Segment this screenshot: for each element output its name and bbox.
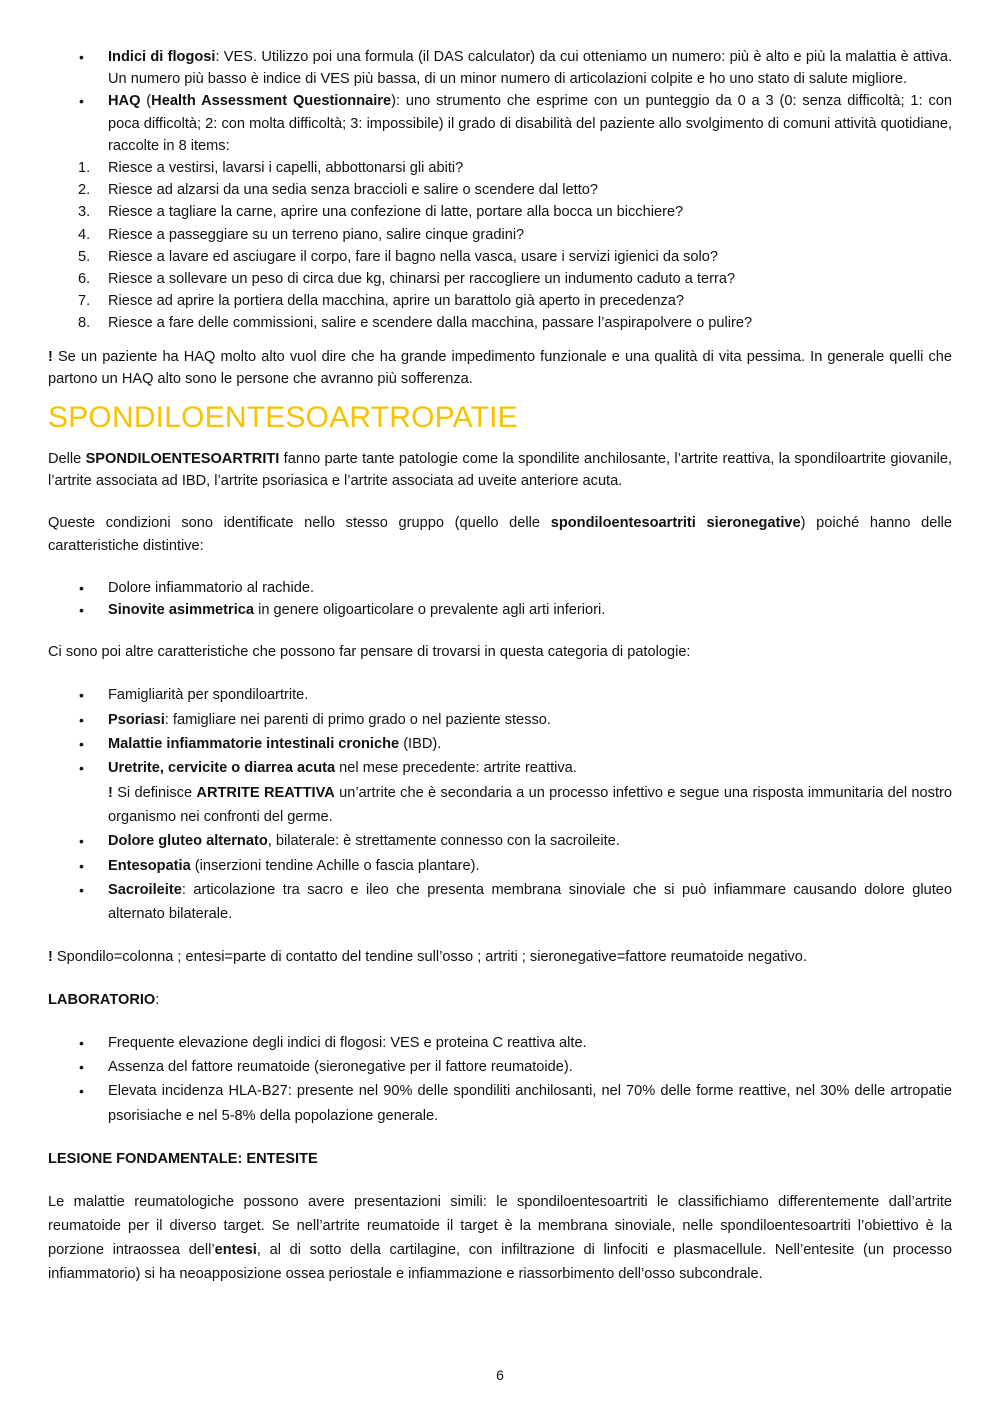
list-item-term: Sinovite asimmetrica	[108, 602, 255, 619]
list-item	[78, 268, 952, 290]
list-item	[108, 1079, 952, 1128]
list-item	[78, 157, 952, 179]
page-number: 6	[496, 1367, 504, 1383]
list-item-text: Riesce a lavare ed asciugare il corpo, fare il bagno nella vasca, usare i servizi igienici da solo?	[108, 248, 719, 265]
etymology-note	[48, 946, 952, 968]
list-item-text: (inserzioni tendine Achille o fascia plantare).	[190, 857, 480, 874]
paragraph-text: , al di sotto della cartilagine, con infiltrazione di linfociti e plasmacellule. Nell’entesite (un processo infiammatorio) si ha neoapposizione ossea periostale e infiammazione e riassorbimento dell’osso subcondrale.	[48, 1242, 952, 1283]
note-text: Si definisce	[112, 784, 197, 801]
term-haq-full: Health Assessment Questionnaire	[151, 93, 392, 110]
list-item-term: Sacroileite	[108, 881, 182, 898]
intro-paragraph	[48, 448, 952, 492]
paragraph-text: Delle	[48, 451, 86, 468]
list-item-text: Riesce a vestirsi, lavarsi i capelli, abbottonarsi gli abiti?	[108, 160, 464, 177]
list-item	[108, 683, 952, 707]
paragraph-text: Queste condizioni sono identificate nello stesso gruppo (quello delle	[48, 515, 551, 532]
list-item-text: Riesce ad alzarsi da una sedia senza braccioli e salire o scendere dal letto?	[108, 182, 598, 199]
term-artrite-reattiva: ARTRITE REATTIVA	[196, 784, 335, 801]
list-item-text: (IBD).	[399, 736, 442, 753]
list-item	[78, 224, 952, 246]
list-item-text: Assenza del fattore reumatoide (sieronegative per il fattore reumatoide).	[108, 1059, 573, 1076]
term-sieronegative: spondiloentesoartriti sieronegative	[550, 515, 801, 532]
other-intro: Ci sono poi altre caratteristiche che possono far pensare di trovarsi in questa categoria di patologie:	[48, 644, 691, 661]
lab-title: LABORATORIO	[48, 991, 156, 1008]
note-mark: !	[108, 784, 113, 801]
list-item-text: Riesce a passeggiare su un terreno piano, salire cinque gradini?	[108, 226, 525, 243]
list-item-text: : articolazione tra sacro e ileo che presenta membrana sinoviale che si può infiammare causando dolore gluteo alternato bilaterale.	[108, 881, 952, 923]
item-number: 1.	[78, 160, 91, 177]
list-item-term: Dolore gluteo alternato	[108, 833, 268, 850]
list-item-text: Dolore infiammatorio al rachide.	[108, 579, 315, 596]
list-item-text: Frequente elevazione degli indici di flogosi: VES e proteina C reattiva alte.	[108, 1034, 587, 1051]
list-item	[108, 829, 952, 853]
item-number: 5.	[78, 248, 91, 265]
list-item-text: : VES. Utilizzo poi una formula (il DAS calculator) da cui otteniamo un numero: più è alto e più la malattia è attiva. Un numero più basso è indice di VES più bassa, di un minor numero di articolazioni colpite e ho uno stato di salute migliore.	[108, 49, 952, 88]
list-item-term: Uretrite, cervicite o diarrea acuta	[108, 760, 336, 777]
distinctive-list	[48, 577, 952, 621]
list-item-text: Riesce a sollevare un peso di circa due kg, chinarsi per raccogliere un indumento caduto a terra?	[108, 271, 736, 288]
item-number: 6.	[78, 271, 91, 288]
list-item	[108, 854, 952, 878]
list-item	[108, 732, 952, 756]
list-item	[78, 312, 952, 334]
paragraph-text: ) poiché hanno delle caratteristiche distintive:	[48, 515, 952, 554]
list-item-text: ): uno strumento che esprime con un punteggio da 0 a 3 (0: senza difficoltà; 1: con poca difficoltà; 2: con molta difficoltà; 3: impossibile) il grado di disabilità del paziente allo svolgimento di comuni attività quotidiane, raccolte in 8 items:	[108, 93, 952, 154]
list-item	[108, 708, 952, 732]
item-number: 8.	[78, 315, 91, 332]
item-number: 2.	[78, 182, 91, 199]
list-item-term: Psoriasi	[108, 711, 165, 728]
list-item	[78, 201, 952, 223]
term-spondiloentesoartriti: SPONDILOENTESOARTRITI	[85, 451, 280, 468]
list-item	[108, 577, 952, 599]
term-entesi: entesi	[214, 1242, 257, 1259]
list-item-term: Entesopatia	[108, 857, 191, 874]
list-item	[78, 290, 952, 312]
list-item-text: : famigliare nei parenti di primo grado o nel paziente stesso.	[164, 711, 551, 728]
list-item	[108, 1055, 952, 1079]
other-features-list	[48, 683, 952, 926]
list-item	[108, 756, 952, 829]
lab-heading	[48, 989, 952, 1011]
item-number: 7.	[78, 293, 91, 310]
note-mark: !	[48, 949, 53, 966]
lesion-title: LESIONE FONDAMENTALE: ENTESITE	[48, 1151, 318, 1168]
note-text: Se un paziente ha HAQ molto alto vuol dire che ha grande impedimento funzionale e una qualità di vita pessima. In generale quelli che partono un HAQ alto sono le persone che avranno più sofferenza.	[48, 348, 952, 387]
paragraph-text: fanno parte tante patologie come la spondilite anchilosante, l’artrite reattiva, la spondiloartrite giovanile, l’artrite associata ad IBD, l’artrite psoriasica e l’artrite associata ad uveite anteriore acuta.	[48, 451, 952, 490]
paragraph-text: Le malattie reumatologiche possono avere presentazioni simili: le spondiloentesoartriti le classifichiamo differentemente dall’artrite reumatoide per il diverso target. Se nell’artrite reumatoide il target è la membrana sinoviale, nelle spondiloentesoartriti l’obiettivo è la porzione intraossea dell’	[48, 1194, 952, 1259]
lesion-paragraph	[48, 1190, 952, 1286]
list-item	[108, 90, 952, 157]
list-item-text: in genere oligoarticolare o prevalente agli arti inferiori.	[254, 602, 606, 619]
list-item-text: (	[140, 93, 152, 110]
group-paragraph	[48, 512, 952, 556]
item-number: 3.	[78, 204, 91, 221]
list-item	[78, 246, 952, 268]
list-item-text: Riesce ad aprire la portiera della macchina, aprire un barattolo già aperto in precedenza?	[108, 293, 684, 310]
term-haq: HAQ	[108, 93, 141, 110]
haq-items-list	[48, 157, 952, 335]
note-mark: !	[48, 348, 53, 365]
list-item-text: Elevata incidenza HLA-B27: presente nel 90% delle spondiliti anchilosanti, nel 70% delle forme reattive, nel 30% delle artropatie psorisiache e nel 5-8% della popolazione generale.	[108, 1083, 952, 1124]
list-item-term: Malattie infiammatorie intestinali croniche	[108, 736, 400, 753]
top-bullet-list	[48, 46, 952, 157]
haq-note	[48, 346, 952, 390]
lesion-heading	[48, 1148, 952, 1170]
list-item	[108, 878, 952, 927]
note-text: Spondilo=colonna ; entesi=parte di contatto del tendine sull’osso ; artriti ; sieronegative=fattore reumatoide negativo.	[52, 949, 807, 966]
section-heading: SPONDILOENTESOARTROPATIE	[48, 401, 518, 435]
list-item-text: Riesce a fare delle commissioni, salire e scendere dalla macchina, passare l’aspirapolvere o pulire?	[108, 315, 753, 332]
item-number: 4.	[78, 226, 91, 243]
list-item-text: nel mese precedente: artrite reattiva.	[335, 760, 577, 777]
list-item-text: Riesce a tagliare la carne, aprire una confezione di latte, portare alla bocca un bicchiere?	[108, 204, 684, 221]
note-text: un’artrite che è secondaria a un processo infettivo e segue una risposta immunitaria del nostro organismo nei confronti del germe.	[108, 784, 952, 825]
term-indici-flogosi: Indici di flogosi	[108, 49, 216, 65]
list-item	[78, 179, 952, 201]
document-page	[48, 46, 952, 1286]
lab-list	[48, 1031, 952, 1128]
list-item	[108, 599, 952, 621]
lab-colon: :	[155, 991, 160, 1008]
list-item-text: Famigliarità per spondiloartrite.	[108, 687, 309, 704]
list-item	[108, 1031, 952, 1055]
list-item-text: , bilaterale: è strettamente connesso con la sacroileite.	[267, 833, 620, 850]
list-item	[108, 46, 952, 90]
